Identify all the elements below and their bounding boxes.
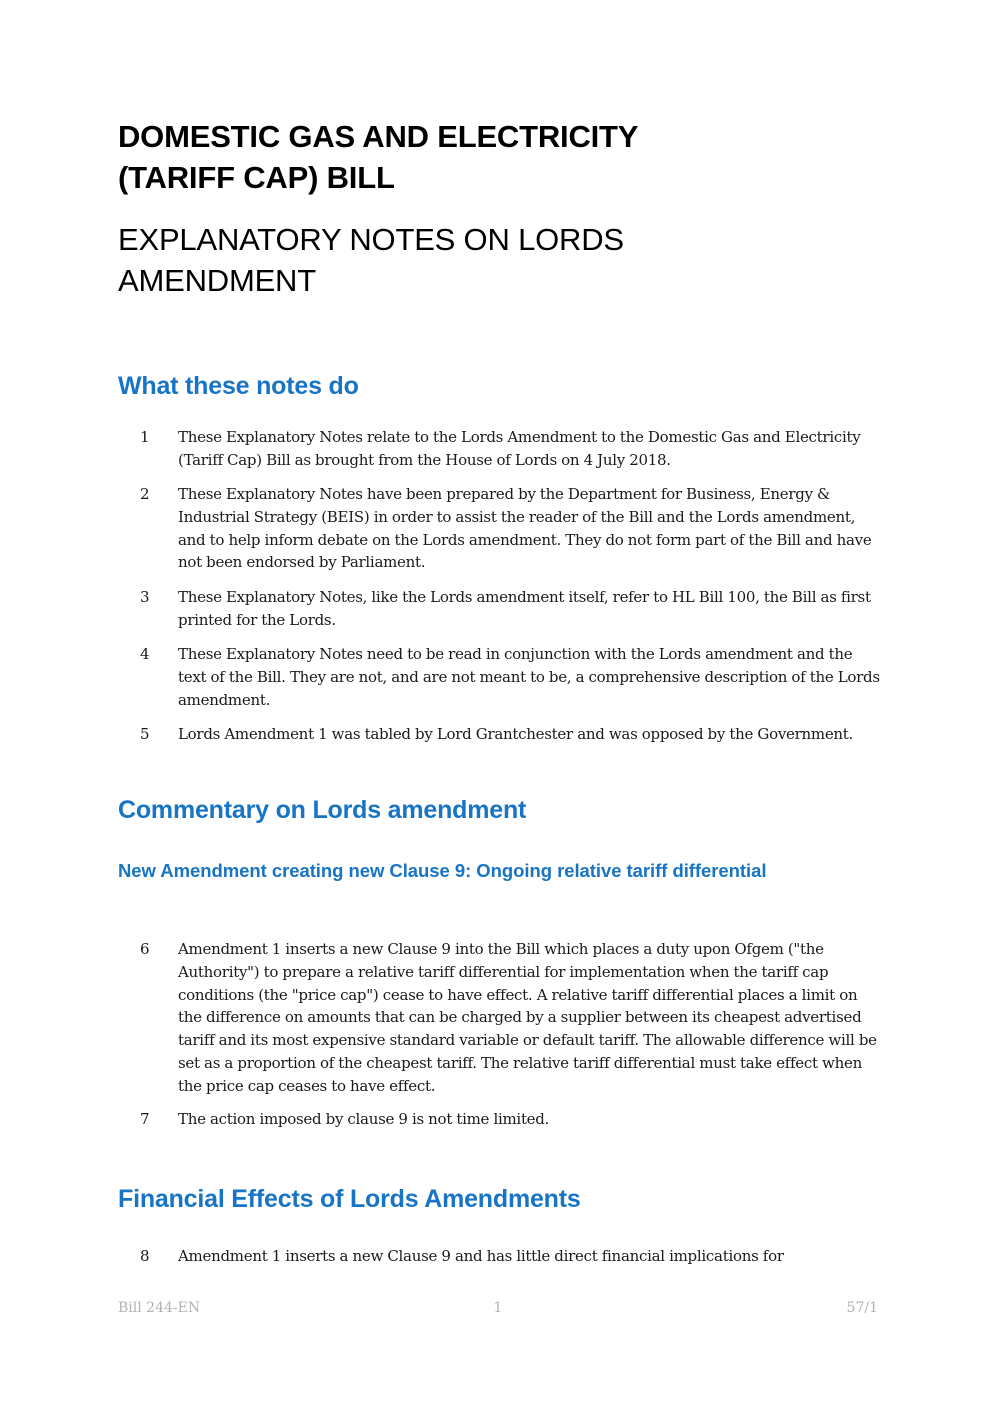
section-heading-commentary: Commentary on Lords amendment xyxy=(118,796,527,824)
paragraph-number: 2 xyxy=(140,485,150,503)
paragraph-text: Amendment 1 inserts a new Clause 9 into the Bill which places a duty upon Ofgem ("the Authority") to prepare a relative tariff differential for implementation when the tariff cap conditions (the "price cap") cease to have effect. A relative tariff differential places a limit on the difference on amounts that can be charged by a supplier between its cheapest advertised tariff and its most expensive standard variable or default tariff. The allowable difference will be set as a proportion of the cheapest tariff. The relative tariff differential must take effect when the price cap ceases to have effect. xyxy=(178,940,877,1095)
list-item xyxy=(140,1245,880,1268)
paragraph-number: 4 xyxy=(140,645,150,663)
paragraph-number: 1 xyxy=(140,428,150,446)
paragraph-number: 5 xyxy=(140,725,150,743)
footer-bill-reference: Bill 244-EN xyxy=(118,1300,201,1316)
doc-title-line-1: DOMESTIC GAS AND ELECTRICITY xyxy=(118,119,639,154)
page-subtitle xyxy=(118,220,878,302)
list-item xyxy=(140,938,880,1098)
section-heading-financial-effects: Financial Effects of Lords Amendments xyxy=(118,1185,581,1213)
doc-title-line-2: (TARIFF CAP) BILL xyxy=(118,160,395,196)
subsection-heading-new-amendment-clause-9: New Amendment creating new Clause 9: Ongoing relative tariff differential xyxy=(118,860,767,881)
paragraph-text: The action imposed by clause 9 is not time limited. xyxy=(178,1110,550,1128)
list-item xyxy=(140,1108,880,1131)
page-title xyxy=(118,116,878,198)
paragraph-text: These Explanatory Notes need to be read in conjunction with the Lords amendment and the text of the Bill. They are not, and are not meant to be, a comprehensive description of the Lords amendment. xyxy=(178,645,880,709)
footer-document-code: 57/1 xyxy=(846,1300,878,1316)
section-heading-what-these-notes-do: What these notes do xyxy=(118,372,359,400)
doc-subtitle-line-1: EXPLANATORY NOTES ON LORDS xyxy=(118,222,624,258)
paragraph-text: These Explanatory Notes have been prepared by the Department for Business, Energy & Industrial Strategy (BEIS) in order to assist the reader of the Bill and the Lords amendment, and to help inform debate on the Lords amendment. They do not form part of the Bill and have not been endorsed by Parliament. xyxy=(178,485,872,572)
footer-page-number: 1 xyxy=(493,1300,503,1316)
paragraph-text: These Explanatory Notes, like the Lords amendment itself, refer to HL Bill 100, the Bill as first printed for the Lords. xyxy=(178,588,871,629)
paragraph-number: 8 xyxy=(140,1247,150,1265)
list-item xyxy=(140,426,880,472)
document-title-block xyxy=(118,116,878,302)
doc-subtitle-line-2: AMENDMENT xyxy=(118,263,316,299)
list-item xyxy=(140,643,880,711)
paragraph-text: These Explanatory Notes relate to the Lords Amendment to the Domestic Gas and Electricity (Tariff Cap) Bill as brought from the House of Lords on 4 July 2018. xyxy=(178,428,861,469)
paragraph-number: 3 xyxy=(140,588,150,606)
paragraph-number: 7 xyxy=(140,1110,150,1128)
paragraph-number: 6 xyxy=(140,940,150,958)
list-item xyxy=(140,723,880,746)
page-footer xyxy=(118,1300,878,1322)
list-item xyxy=(140,483,880,574)
list-item xyxy=(140,586,880,632)
paragraph-text: Lords Amendment 1 was tabled by Lord Grantchester and was opposed by the Government. xyxy=(178,725,854,743)
paragraph-text: Amendment 1 inserts a new Clause 9 and has little direct financial implications for xyxy=(178,1247,784,1265)
